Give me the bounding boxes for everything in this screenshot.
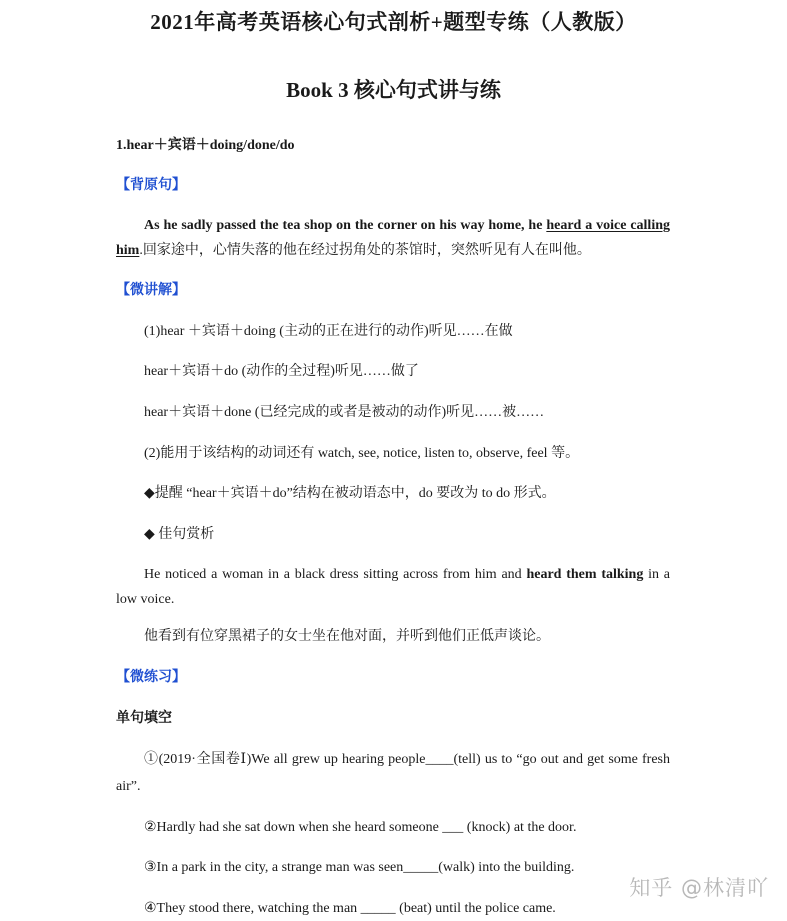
- label-explanation: 【微讲解】: [116, 283, 186, 298]
- explain-line-1: (1)hear ＋宾语＋doing (主动的正在进行的动作)听见……在做: [144, 324, 513, 339]
- question-1-line1: ①(2019·全国卷Ⅰ)We all grew up hearing people____(tell) us to “go out and get some fresh: [144, 752, 670, 767]
- example-translation: 他看到有位穿黑裙子的女士坐在他对面，并听到他们正低声谈论。: [144, 629, 550, 644]
- explain-line-4: (2)能用于该结构的动词还有 watch, see, notice, listen to, observe, feel 等。: [144, 446, 580, 461]
- question-3: ③In a park in the city, a strange man was seen_____(walk) into the building.: [144, 860, 575, 875]
- section-heading: 1.hear＋宾语＋doing/done/do: [116, 138, 295, 153]
- question-1-line2: air”.: [116, 779, 141, 794]
- original-key-object: him: [116, 243, 140, 258]
- practice-title: 单句填空: [116, 711, 172, 726]
- watermark: 知乎 @林清吖: [629, 876, 769, 900]
- example-sentence-line1: [144, 566, 670, 584]
- question-4: ④They stood there, watching the man _____ (beat) until the police came.: [144, 901, 556, 916]
- original-sentence-text: As he sadly passed the tea shop on the corner on his way home, he: [144, 218, 547, 233]
- question-2: ②Hardly had she sat down when she heard someone ___ (knock) at the door.: [144, 820, 577, 835]
- label-practice: 【微练习】: [116, 670, 186, 685]
- explain-good-sentence: ◆ 佳句赏析: [144, 527, 215, 542]
- original-translation: .回家途中，心情失落的他在经过拐角处的茶馆时，突然听见有人在叫他。: [139, 243, 591, 258]
- original-key-phrase: heard a voice calling: [546, 218, 670, 233]
- explain-line-2: hear＋宾语＋do (动作的全过程)听见……做了: [144, 364, 419, 379]
- example-sentence-line2: low voice.: [116, 592, 175, 607]
- example-key-phrase: heard them talking: [526, 567, 644, 582]
- book-subtitle: Book 3 核心句式讲与练: [286, 78, 501, 102]
- example-text: He noticed a woman in a black dress sitting across from him and: [144, 567, 527, 582]
- original-sentence-line1: [144, 217, 670, 235]
- label-original-sentence: 【背原句】: [116, 178, 186, 193]
- original-sentence-line2: [116, 242, 670, 260]
- document-title: 2021年高考英语核心句式剖析+题型专练（人教版）: [150, 10, 637, 34]
- example-text-end: in a: [643, 567, 670, 582]
- explain-note: ◆提醒 “hear＋宾语＋do”结构在被动语态中，do 要改为 to do 形式。: [144, 486, 556, 501]
- explain-line-3: hear＋宾语＋done (已经完成的或者是被动的动作)听见……被……: [144, 405, 545, 420]
